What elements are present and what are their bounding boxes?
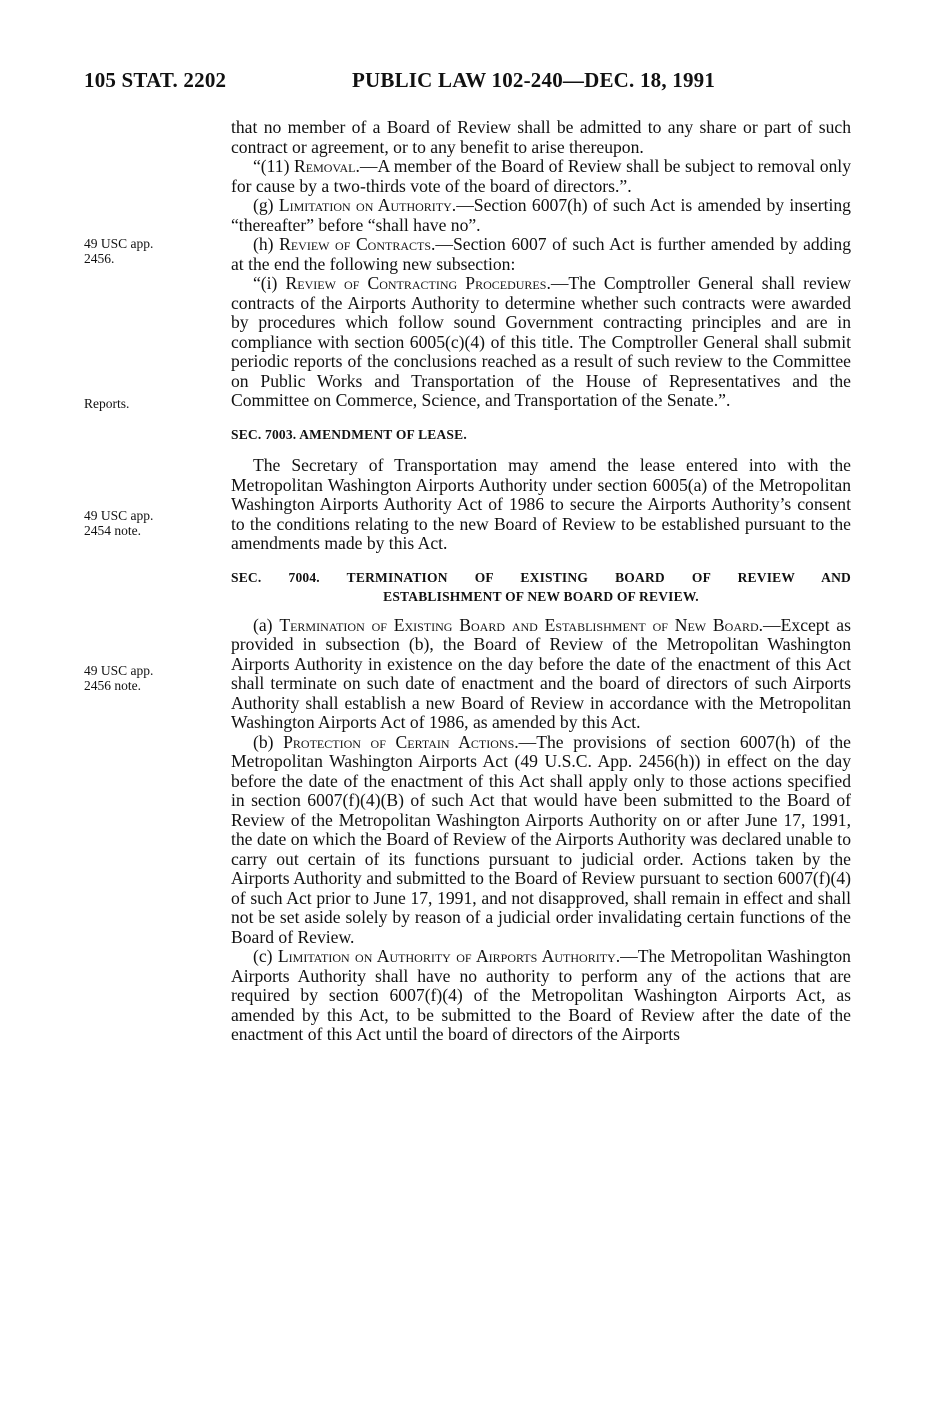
- paragraph-heading: Limitation on Authority: [278, 195, 452, 215]
- paragraph-limitation-on-authority: [231, 196, 851, 235]
- margin-note-line: 2456.: [84, 251, 115, 266]
- paragraph-removal: [231, 157, 851, 196]
- section-heading-7004: [231, 568, 851, 606]
- margin-note-line: 49 USC app.: [84, 508, 154, 523]
- margin-note-usc-2454-note: [84, 508, 204, 538]
- paragraph-protection-of-certain-actions: [231, 733, 851, 948]
- paragraph-text: .—Section 6007 of such Act is further amended by adding at the end the following new subsection:: [231, 234, 851, 274]
- paragraph-text: .—A member of the Board of Review shall be subject to removal only for cause by a two-thirds vote of the board of directors.”.: [231, 156, 851, 196]
- margin-note-line: 2456 note.: [84, 678, 141, 693]
- paragraph-heading: Removal: [294, 156, 356, 176]
- paragraph-number: (a): [253, 614, 280, 635]
- margin-note-line: 49 USC app.: [84, 663, 154, 678]
- paragraph-limitation-airports-authority: [231, 947, 851, 1045]
- paragraph-number: “(11): [253, 156, 294, 176]
- paragraph-number: (c): [253, 946, 278, 966]
- paragraph-text: .—The Metropolitan Washington Airports Authority shall have no authority to perform any of the actions that are required by section 6007(f)(4) of the Metropolitan Washington Airports Act, as amended by this Act, to be submitted to the Board of Review after the date of the enactment of this Act until the board of directors of the Airports: [231, 946, 851, 1044]
- margin-note-line: 49 USC app.: [84, 236, 154, 251]
- paragraph-text: .—The Comptroller General shall review contracts of the Airports Authority to determine whether such contracts were awarded by procedures which follow sound Government contracting principles and are in compliance with section 6005(c)(4) of this title. The Comptroller General shall submit periodic reports of the conclusions reached as a result of such review to the Committee on Public Works and Transportation of the House of Representatives and the Committee on Commerce, Science, and Transportation of the Senate.”.: [231, 273, 851, 410]
- paragraph-heading: Limitation on Authority of Airports Authority: [277, 946, 616, 966]
- margin-note-line: 2454 note.: [84, 523, 141, 538]
- paragraph-termination: [231, 616, 851, 733]
- paragraph-text: .—The provisions of section 6007(h) of the Metropolitan Washington Airports Act (49 U.S.C. App. 2456(h)) in effect on the day before the date of the enactment of this Act shall apply only to those actions specified in section 6007(f)(4)(B) of such Act that would have been submitted to the Board of Review of the Metropolitan Washington Airports Authority on or after June 17, 1991, the date on which the Board of Review of the Airports Authority was declared unable to carry out certain of its functions pursuant to judicial order. Actions taken by the Airports Authority and submitted to the Board of Review pursuant to section 6007(f)(4) of such Act prior to June 17, 1991, and not disapproved, shall remain in effect and shall not be set aside solely by reason of a judicial order invalidating certain functions of the Board of Review.: [231, 731, 851, 947]
- paragraph-heading: Review of Contracting Procedures: [285, 273, 547, 293]
- paragraph-heading: Termination of Existing Board and Establishment of New Board: [279, 614, 759, 635]
- page-header-statute: 105 STAT. 2202: [84, 68, 227, 92]
- paragraph-heading: Protection of Certain Actions: [283, 731, 515, 752]
- document-body: [231, 118, 851, 1045]
- paragraph-continuation: that no member of a Board of Review shall be admitted to any share or part of such contract or agreement, or to any benefit to arise thereupon.: [231, 117, 851, 157]
- paragraph-number: (b): [253, 731, 284, 752]
- paragraph-review-of-contracting-procedures: [231, 274, 851, 411]
- paragraph-review-of-contracts: [231, 235, 851, 274]
- paragraph-number: (g): [253, 195, 279, 215]
- section-heading-line: SEC. 7004. TERMINATION OF EXISTING BOARD OF REVIEW AND: [231, 569, 851, 585]
- margin-note-usc-2456: [84, 236, 204, 266]
- paragraph-text: .—Section 6007(h) of such Act is amended by inserting “thereafter” before “shall have no”.: [231, 195, 851, 235]
- paragraph-number: (h): [253, 234, 280, 254]
- paragraph-number: “(i): [253, 273, 286, 293]
- paragraph-amendment-of-lease: The Secretary of Transportation may amend the lease entered into with the Metropolitan Washington Airports Authority under section 6005(a) of the Metropolitan Washington Airports Authority Act of 1986 to secure the Airports Authority’s consent to the conditions relating to the new Board of Review to be established pursuant to the amendments made by this Act.: [231, 455, 851, 553]
- margin-note-usc-2456-note: [84, 663, 204, 693]
- margin-note-reports: Reports.: [84, 396, 130, 411]
- page-header-title: PUBLIC LAW 102-240—DEC. 18, 1991: [352, 68, 716, 92]
- section-heading-line: ESTABLISHMENT OF NEW BOARD OF REVIEW.: [383, 588, 699, 604]
- paragraph-text: .—Except as provided in subsection (b), the Board of Review of the Metropolitan Washington Airports Authority in existence on the day before the date of the enactment of this Act shall terminate on such date of enactment and the board of directors of such Airports Authority shall establish a new Board of Review in accordance with the Metropolitan Washington Airports Act of 1986, as amended by this Act.: [231, 614, 851, 732]
- paragraph-heading: Review of Contracts: [279, 234, 432, 254]
- section-heading-7003: SEC. 7003. AMENDMENT OF LEASE.: [231, 426, 467, 442]
